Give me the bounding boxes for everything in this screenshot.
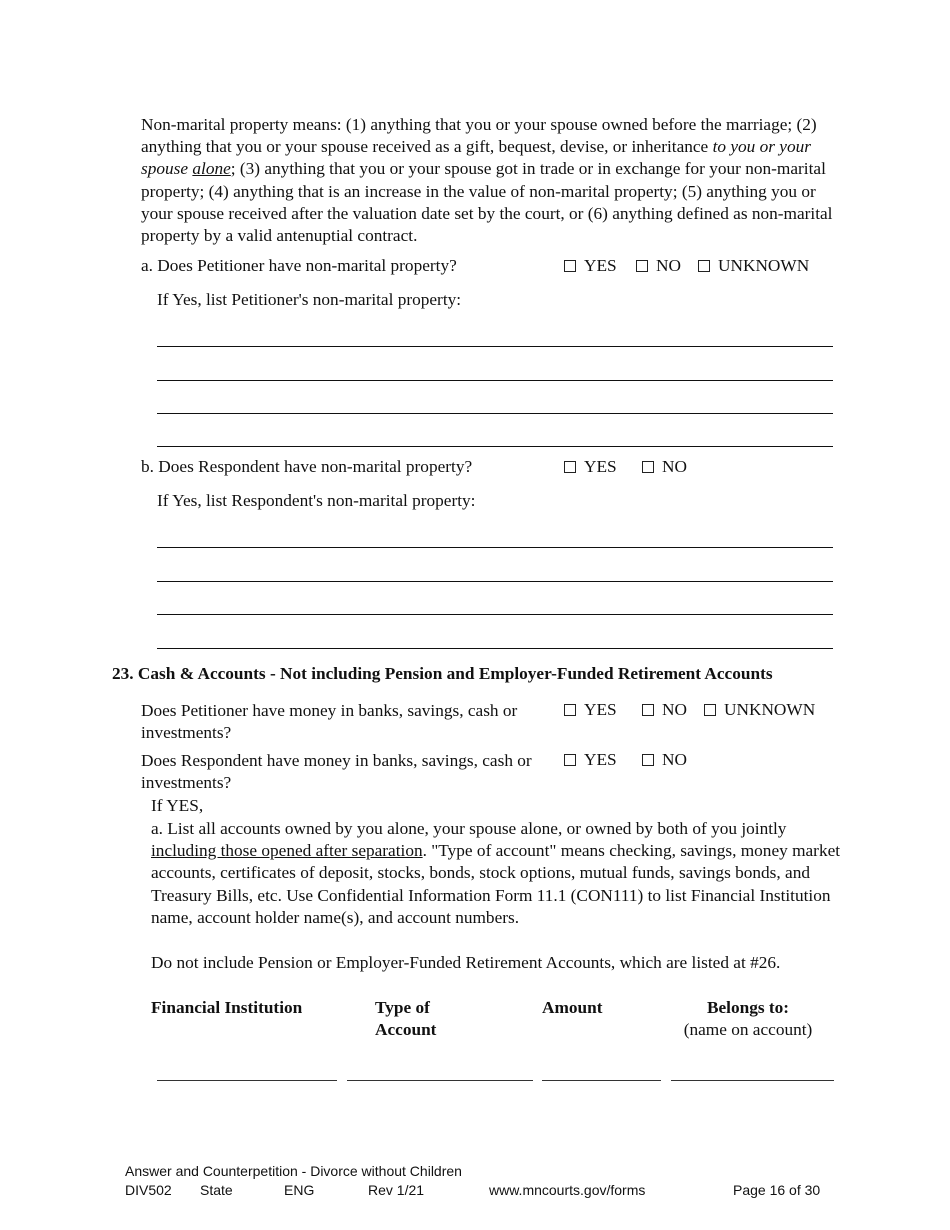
checkbox[interactable] [642, 754, 654, 766]
checkbox[interactable] [642, 704, 654, 716]
respondent-list-line-1[interactable] [157, 547, 833, 548]
col-type-of-account: Type of Account [375, 998, 437, 1039]
checkbox[interactable] [564, 754, 576, 766]
row1-belongs-field[interactable] [671, 1080, 834, 1081]
respondent-cash-yes[interactable]: YES [564, 750, 617, 770]
respondent-nonmarital-yes[interactable]: YES [564, 457, 617, 477]
checkbox[interactable] [704, 704, 716, 716]
row1-amount-field[interactable] [542, 1080, 661, 1081]
petitioner-cash-unknown[interactable]: UNKNOWN [704, 700, 815, 720]
petitioner-nonmarital-question: a. Does Petitioner have non-marital property? [141, 256, 457, 275]
if-yes-label: If YES, [151, 796, 204, 815]
checkbox[interactable] [698, 260, 710, 272]
footer-language: ENG [284, 1182, 315, 1198]
footer-form-id: DIV502 [125, 1182, 172, 1198]
petitioner-list-line-2[interactable] [157, 380, 833, 381]
row1-institution-field[interactable] [157, 1080, 337, 1081]
checkbox[interactable] [642, 461, 654, 473]
petitioner-nonmarital-yes[interactable]: YES [564, 256, 617, 276]
do-not-include-note: Do not include Pension or Employer-Funded Retirement Accounts, which are listed at #26. [151, 953, 781, 972]
petitioner-list-line-4[interactable] [157, 446, 833, 447]
col-financial-institution: Financial Institution [151, 998, 303, 1017]
footer-title: Answer and Counterpetition - Divorce without Children [125, 1163, 462, 1179]
footer-url[interactable]: www.mncourts.gov/forms [489, 1182, 646, 1198]
definition-emphasis: to you or your spouse alone [141, 137, 811, 179]
petitioner-cash-yes[interactable]: YES [564, 700, 617, 720]
checkbox[interactable] [564, 461, 576, 473]
petitioner-nonmarital-list-label: If Yes, list Petitioner's non-marital property: [157, 290, 462, 309]
petitioner-cash-no[interactable]: NO [642, 700, 687, 720]
checkbox[interactable] [564, 260, 576, 272]
respondent-list-line-2[interactable] [157, 581, 833, 582]
col-amount: Amount [542, 998, 603, 1017]
petitioner-list-line-1[interactable] [157, 346, 833, 347]
checkbox[interactable] [636, 260, 648, 272]
respondent-cash-question: Does Respondent have money in banks, savings, cash or investments? [141, 751, 532, 793]
respondent-nonmarital-no[interactable]: NO [642, 457, 687, 477]
respondent-list-line-3[interactable] [157, 614, 833, 615]
petitioner-list-line-3[interactable] [157, 413, 833, 414]
row1-type-field[interactable] [347, 1080, 533, 1081]
nonmarital-definition: Non-marital property means: (1) anything that you or your spouse owned before the marriage; (2) anything that you or your spouse received as a gift, bequest, devise, or inheritance to you or your spouse alone; (3) anything that you or your spouse got in trade or in exchange for your non-marital property; (4) anything that is an increase in the value of non-marital property; (5) anything you or your spouse received after the valuation date set by the court, or (6) anything defined as non-marital property by a valid antenuptial contract. [141, 115, 833, 246]
respondent-nonmarital-question: b. Does Respondent have non-marital property? [141, 457, 473, 476]
footer-revision: Rev 1/21 [368, 1182, 425, 1198]
respondent-list-line-4[interactable] [157, 648, 833, 649]
petitioner-cash-question: Does Petitioner have money in banks, savings, cash or investments? [141, 701, 518, 743]
section-23-heading: 23. Cash & Accounts - Not including Pension and Employer-Funded Retirement Accounts [112, 664, 773, 683]
col-belongs-to: Belongs to: (name on account) [683, 998, 813, 1039]
respondent-cash-no[interactable]: NO [642, 750, 687, 770]
footer-jurisdiction: State [200, 1182, 233, 1198]
petitioner-nonmarital-no[interactable]: NO [636, 256, 681, 276]
respondent-nonmarital-list-label: If Yes, list Respondent's non-marital property: [157, 491, 476, 510]
footer-page-number: Page 16 of 30 [733, 1182, 821, 1198]
accounts-instructions: a. List all accounts owned by you alone, your spouse alone, or owned by both of you jointly including those opened after separation. "Type of account" means checking, savings, money market accounts, certificates of deposit, stocks, bonds, stock options, mutual funds, savings bonds, and Treasury Bills, etc. Use Confidential Information Form 11.1 (CON111) to list Financial Institution name, account holder name(s), and account numbers. [151, 819, 841, 927]
checkbox[interactable] [564, 704, 576, 716]
petitioner-nonmarital-unknown[interactable]: UNKNOWN [698, 256, 809, 276]
